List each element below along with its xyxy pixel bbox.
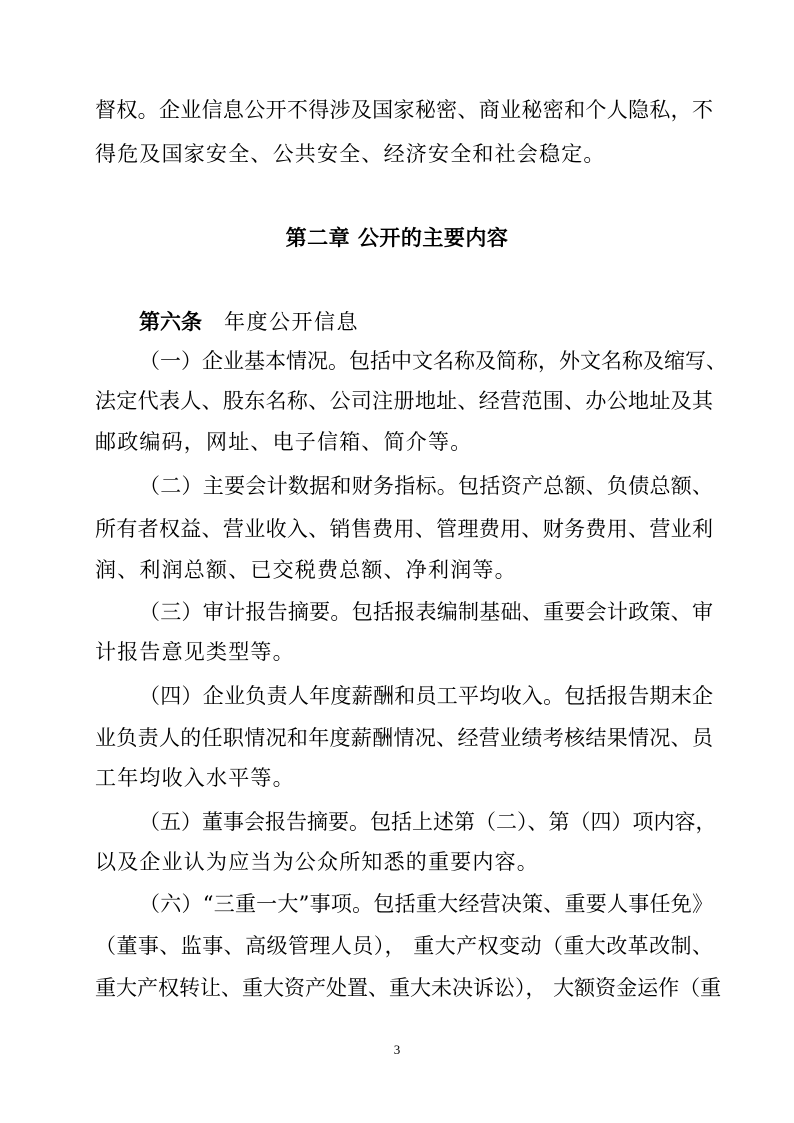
intro-line-1: 督权。企业信息公开不得涉及国家秘密、商业秘密和个人隐私，不 [95, 98, 713, 122]
body-line-11: 工年均收入水平等。 [95, 766, 295, 790]
body-line-14: （六）“三重一大”事项。包括重大经营决策、重要人事任免》 [139, 892, 713, 916]
body-line-4: （二）主要会计数据和财务指标。包括资产总额、负债总额、 [139, 474, 713, 498]
body-line-13: 以及企业认为应当为公众所知悉的重要内容。 [95, 850, 539, 874]
body-line-7: （三）审计报告摘要。包括报表编制基础、重要会计政策、审 [139, 600, 713, 624]
body-line-9: （四）企业负责人年度薪酬和员工平均收入。包括报告期末企 [139, 684, 713, 708]
body-line-10: 业负责人的任职情况和年度薪酬情况、经营业绩考核结果情况、员 [95, 726, 713, 750]
page-number: 3 [393, 1042, 401, 1057]
article-heading [139, 310, 359, 334]
body-line-1: （一）企业基本情况。包括中文名称及简称，外文名称及缩写、 [139, 349, 727, 373]
article-title: 年度公开信息 [224, 310, 359, 334]
body-line-8: 计报告意见类型等。 [95, 640, 295, 664]
chapter-title: 第二章 公开的主要内容 [285, 226, 509, 250]
intro-line-2: 得危及国家安全、公共安全、经济安全和社会稳定。 [95, 142, 606, 166]
body-line-15: （董事、监事、高级管理人员）， 重大产权变动（重大改革改制、 [95, 934, 713, 958]
body-line-2: 法定代表人、股东名称、公司注册地址、经营范围、办公地址及其 [95, 389, 713, 413]
body-line-3: 邮政编码，网址、电子信箱、简介等。 [95, 430, 473, 454]
body-line-5: 所有者权益、营业收入、销售费用、管理费用、财务费用、营业利 [95, 517, 713, 541]
body-line-16: 重大产权转让、重大资产处置、重大未决诉讼）， 大额资金运作（重 [95, 976, 722, 1000]
article-number: 第六条 [139, 310, 202, 334]
body-line-12: （五）董事会报告摘要。包括上述第（二）、第（四）项内容， [139, 810, 717, 834]
body-line-6: 润、利润总额、已交税费总额、净利润等。 [95, 558, 517, 582]
